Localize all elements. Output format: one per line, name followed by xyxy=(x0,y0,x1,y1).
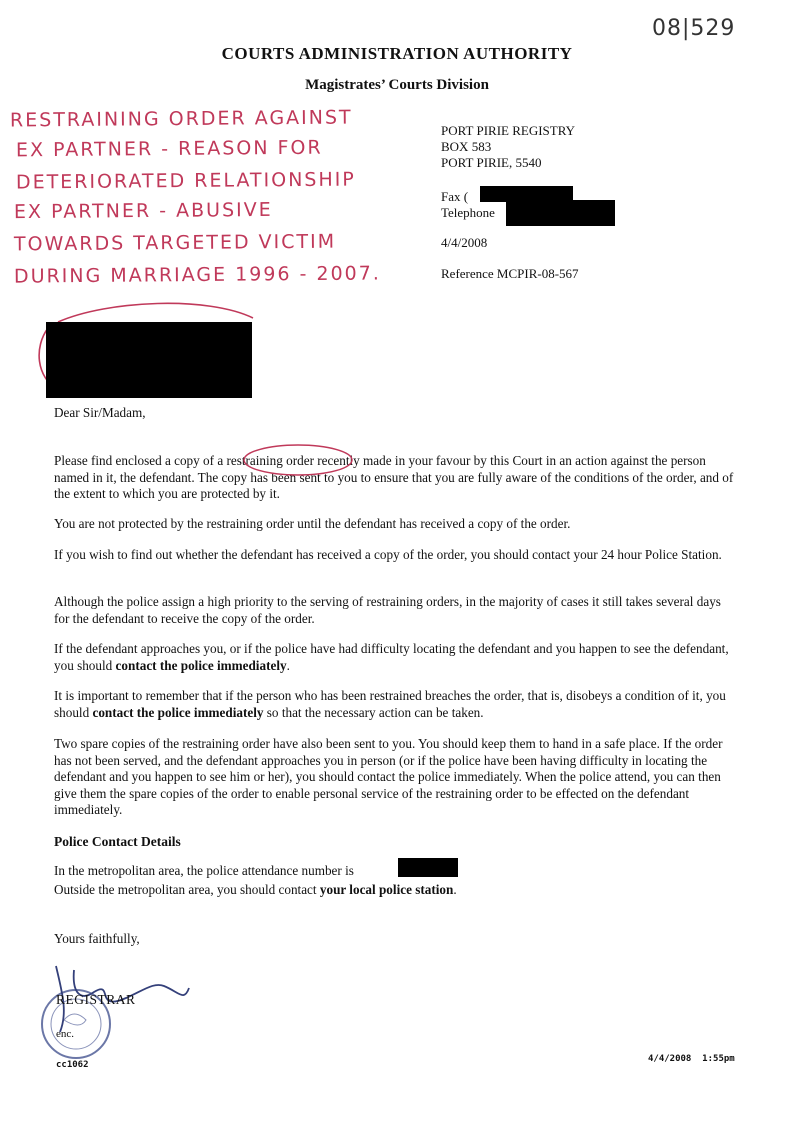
local-police-station: your local police station xyxy=(319,882,454,897)
handwritten-line: EX PARTNER - REASON FOR xyxy=(15,136,323,162)
text-segment: . xyxy=(286,657,290,673)
registry-city: PORT PIRIE, 5540 xyxy=(441,155,542,170)
letter-date: 4/4/2008 xyxy=(441,235,488,250)
footer-timestamp: 4/4/2008 1:55pm xyxy=(648,1054,735,1064)
text-segment: so that the necessary action can be taken. xyxy=(263,704,484,720)
text-segment: Outside the metropolitan area, you should contact xyxy=(54,882,320,897)
registry-name: PORT PIRIE REGISTRY xyxy=(441,123,576,138)
closing: Yours faithfully, xyxy=(54,931,140,946)
form-code: cc1062 xyxy=(56,1060,89,1070)
police-outside-line xyxy=(54,882,457,898)
restraining-order-circle xyxy=(238,440,358,480)
telephone-label: Telephone xyxy=(441,205,495,220)
police-metro-line: In the metropolitan area, the police attendance number is xyxy=(54,863,354,878)
paragraph-spare-copies: Two spare copies of the restraining order have also been sent to you. You should keep them to hand in a safe place. If the order has not been served, and the defendant approaches you in person (or if the police have been having difficulty in locating the defendant and you happen to see him or her), you should contact the police immediately. When the police attend, you can then give them the spare copies of the order to enable personal service of the restraining order to be effected on the defendant immediately. xyxy=(54,736,723,817)
paragraph-breaches xyxy=(54,688,738,721)
handwritten-line: EX PARTNER - ABUSIVE xyxy=(13,198,273,224)
reference: Reference MCPIR-08-567 xyxy=(441,266,579,281)
registry-box: BOX 583 xyxy=(441,139,492,154)
file-number: 08|529 xyxy=(652,16,736,41)
handwritten-line: DETERIORATED RELATIONSHIP xyxy=(15,168,356,194)
emphasis-contact-police: contact the police immediately xyxy=(115,657,287,673)
handwritten-line: TOWARDS TARGETED VICTIM xyxy=(13,230,337,256)
authority-title: COURTS ADMINISTRATION AUTHORITY xyxy=(221,44,573,63)
handwritten-line: RESTRAINING ORDER AGAINST xyxy=(9,106,353,132)
paragraph-enclosed-order: Please find enclosed a copy of a restraining order recently made in your favour by this Court in an action against the person named in it, the defendant. The copy has been sent to you to ensure that you are fully aware of the conditions of the order, and of the extent to which you are protected by it. xyxy=(54,453,734,501)
text-segment: It is important to remember that if the person who has been restrained breaches the order, that is, disobeys a condition of it, you should xyxy=(54,688,726,720)
telephone-redaction xyxy=(506,200,615,226)
salutation: Dear Sir/Madam, xyxy=(54,405,146,420)
police-number-redaction xyxy=(398,858,458,877)
paragraph-find-out: If you wish to find out whether the defendant has received a copy of the order, you should contact your 24 hour Police Station. xyxy=(54,547,722,562)
recipient-redaction xyxy=(46,322,252,398)
text-segment: . xyxy=(453,882,457,897)
registrar-title: REGISTRAR xyxy=(56,992,136,1007)
emphasis-contact-police: contact the police immediately xyxy=(92,704,264,720)
address-block xyxy=(441,123,761,171)
police-contact-heading: Police Contact Details xyxy=(54,834,181,849)
handwritten-line: DURING MARRIAGE 1996 - 2007. xyxy=(13,262,381,288)
fax-label: Fax ( xyxy=(441,189,469,204)
enclosure-note: enc. xyxy=(56,1028,75,1040)
division-title: Magistrates’ Courts Division xyxy=(305,77,489,93)
text-segment: If the defendant approaches you, or if the police have had difficulty locating the defendant and you happen to see the defendant, you should xyxy=(54,641,729,673)
paragraph-defendant-approaches xyxy=(54,641,738,674)
paragraph-police-priority: Although the police assign a high priority to the serving of restraining orders, in the majority of cases it still takes several days for the defendant to receive the copy of the order. xyxy=(54,594,721,626)
paragraph-not-protected: You are not protected by the restraining order until the defendant has received a copy of the order. xyxy=(54,516,571,531)
